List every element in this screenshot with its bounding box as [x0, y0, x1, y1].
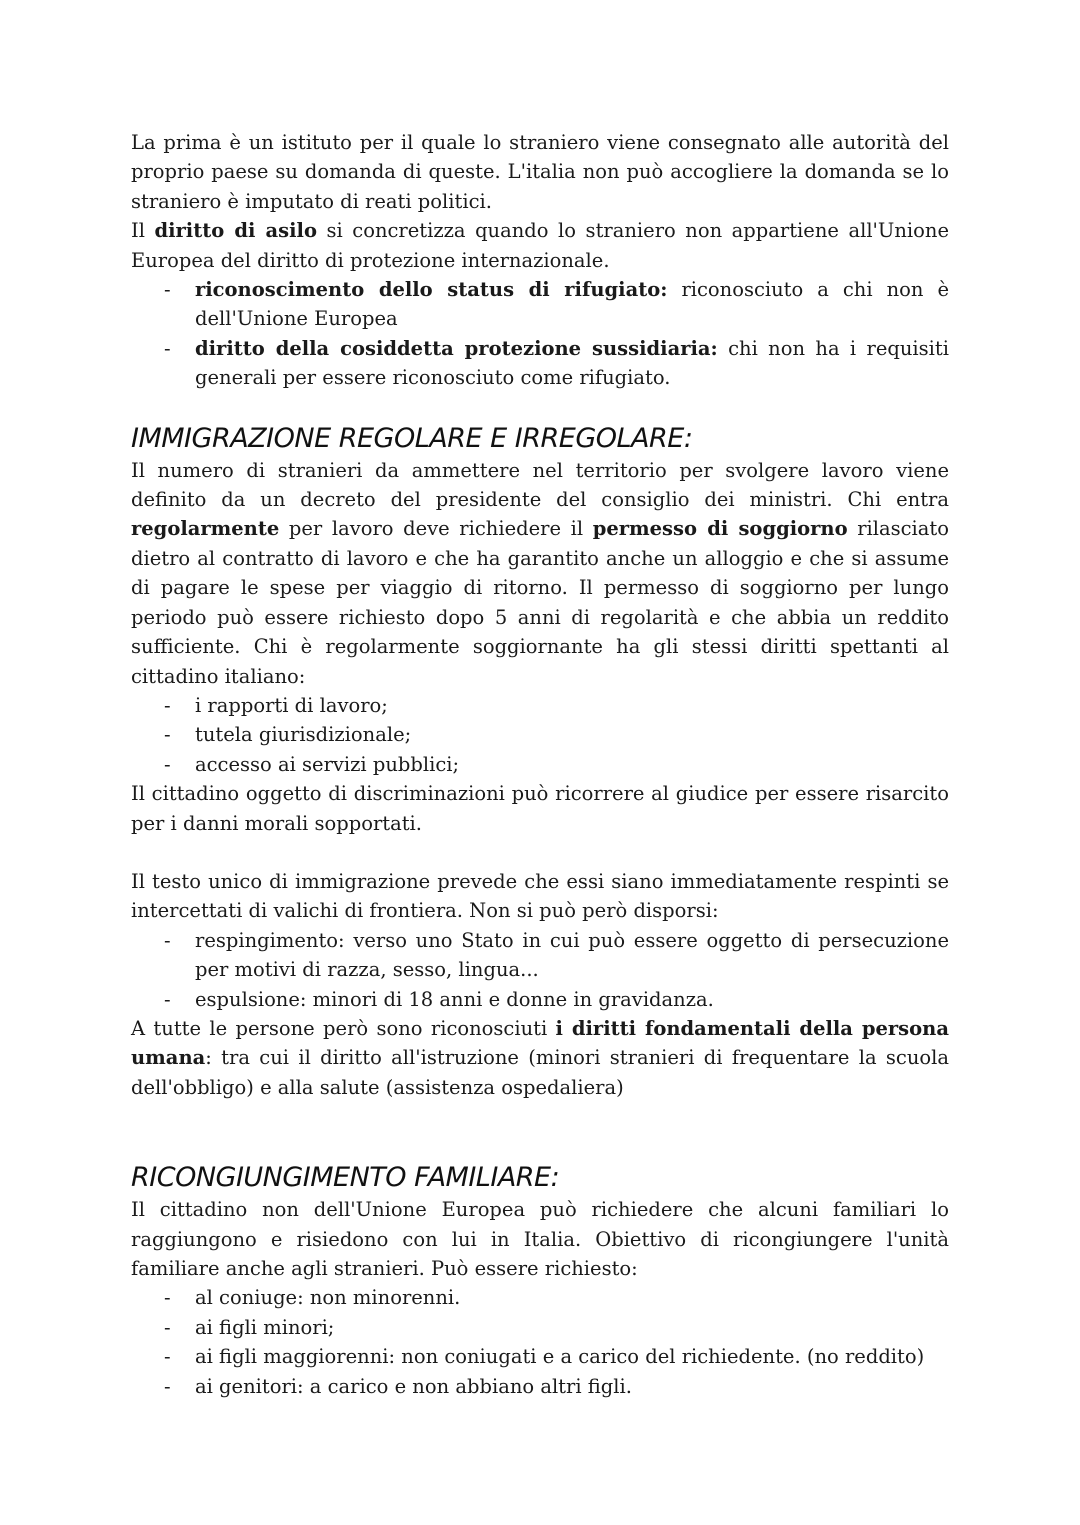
heading-immigrazione: IMMIGRAZIONE REGOLARE E IRREGOLARE: [131, 422, 693, 454]
text-run: A tutte le persone però sono riconosciuti [131, 1016, 556, 1040]
asylum-text-post: si concretizza quando lo straniero non appartiene all'Unione Europea del diritto di protezione internazionale. [131, 219, 949, 272]
document-page [131, 128, 949, 1401]
term-regolarmente: regolarmente [131, 517, 280, 541]
list-item: - respingimento: verso uno Stato in cui può essere oggetto di persecuzione per motivi di razza, sesso, lingua... [195, 926, 949, 985]
immigration-paragraph-4 [131, 1014, 949, 1102]
list-item: - al coniuge: non minorenni. [195, 1283, 949, 1312]
list-item [195, 275, 949, 334]
asylum-list [131, 275, 949, 393]
intro-paragraph-asylum [131, 216, 949, 275]
immigration-paragraph-3: Il testo unico di immigrazione prevede che essi siano immediatamente respinti se intercettati di valichi di frontiera. Non si può però disporsi: [131, 869, 949, 923]
list-item: - espulsione: minori di 18 anni e donne in gravidanza. [195, 985, 949, 1014]
list-item: - i rapporti di lavoro; [195, 691, 949, 720]
list-item: - accesso ai servizi pubblici; [195, 750, 949, 779]
asylum-text-pre: Il [131, 219, 155, 243]
term-diritti-fondamentali: i diritti fondamentali della persona umana [131, 1016, 949, 1070]
list-item: - ai genitori: a carico e non abbiano altri figli. [195, 1372, 949, 1401]
list-item: - ai figli minori; [195, 1313, 949, 1342]
immigration-paragraph-2: Il cittadino oggetto di discriminazioni può ricorrere al giudice per essere risarcito per i danni morali sopportati. [131, 782, 949, 835]
term-permesso-soggiorno: permesso di soggiorno [592, 517, 848, 541]
reunification-list [131, 1283, 949, 1401]
text-run: rilasciato dietro al contratto di lavoro e che ha garantito anche un alloggio e che si assume di pagare le spese per viaggio di ritorno. Il permesso di soggiorno per lungo periodo può essere richiesto dopo 5 anni di regolarità e che abbia un reddito sufficiente. Chi è regolarmente soggiornante ha gli stessi diritti spettanti al cittadino italiano: [131, 517, 949, 688]
heading-ricongiungimento: RICONGIUNGIMENTO FAMILIARE: [131, 1162, 560, 1194]
asylum-term: diritto di asilo [154, 219, 317, 243]
reunification-paragraph: Il cittadino non dell'Unione Europea può richiedere che alcuni familiari lo raggiungono e risiedono con lui in Italia. Obiettivo di ricongiungere l'unità familiare anche agli stranieri. Può essere richiesto: [131, 1198, 949, 1280]
prohibitions-list [131, 926, 949, 1014]
text-run: Il numero di stranieri da ammettere nel territorio per svolgere lavoro viene definito da un decreto del presidente del consiglio dei ministri. Chi entra [131, 458, 949, 512]
list-item-term: diritto della cosiddetta protezione sussidiaria: [195, 336, 718, 360]
intro-paragraph-extradition: La prima è un istituto per il quale lo straniero viene consegnato alle autorità del proprio paese su domanda di queste. L'italia non può accogliere la domanda se lo straniero è imputato di reati politici. [131, 131, 949, 213]
list-item: - ai figli maggiorenni: non coniugati e a carico del richiedente. (no reddito) [195, 1342, 949, 1371]
list-item-text: chi non ha i requisiti generali per essere riconosciuto come rifugiato. [195, 336, 949, 390]
list-item: - tutela giurisdizionale; [195, 720, 949, 749]
list-item [195, 334, 949, 393]
text-run: : tra cui il diritto all'istruzione (minori stranieri di frequentare la scuola dell'obbligo) e alla salute (assistenza ospedaliera) [131, 1046, 949, 1099]
rights-list [131, 691, 949, 779]
list-item-text: riconosciuto a chi non è dell'Unione Europea [195, 278, 949, 331]
list-item-term: riconoscimento dello status di rifugiato: [195, 278, 668, 302]
immigration-paragraph-1 [131, 456, 949, 691]
text-run: per lavoro deve richiedere il [279, 517, 593, 541]
